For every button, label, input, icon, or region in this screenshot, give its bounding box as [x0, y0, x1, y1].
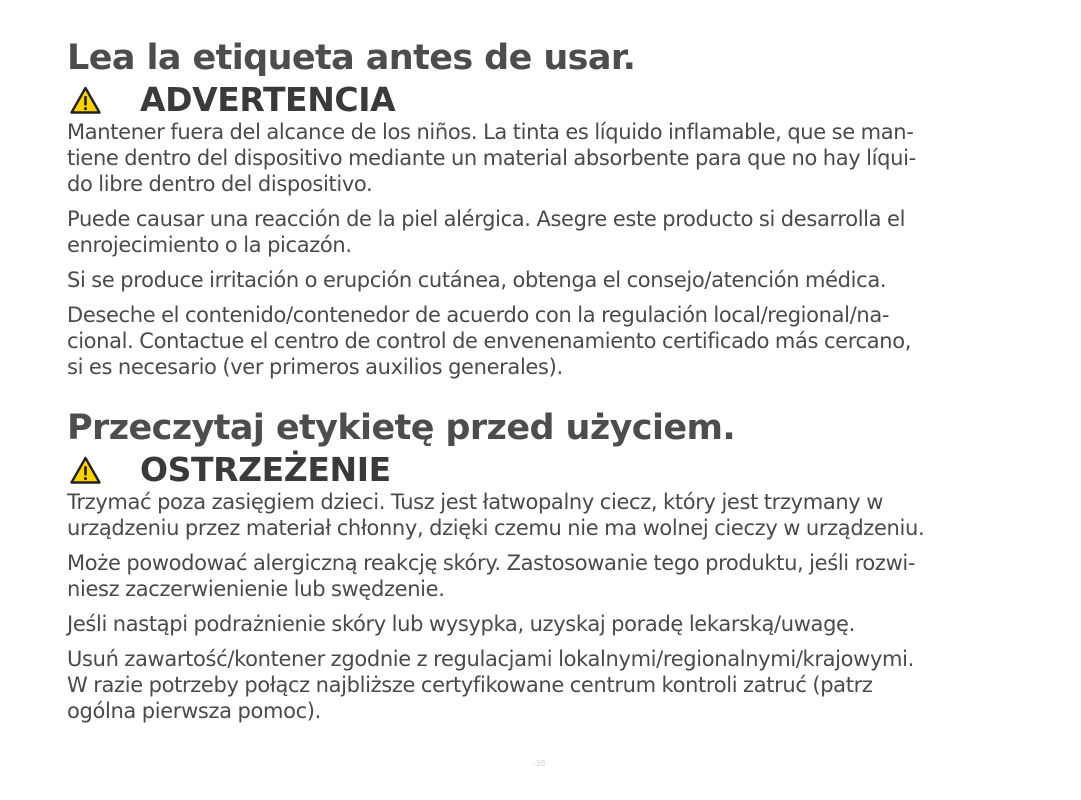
text-line: Si se produce irritación o erupción cutánea, obtenga el consejo/atención médica.	[67, 268, 887, 292]
text-line: W razie potrzeby połącz najbliższe certyfikowane centrum kontroli zatruć (patrz	[67, 673, 873, 697]
text-line: Mantener fuera del alcance de los niños. La tinta es líquido inflamable, que se man-	[67, 120, 914, 144]
text-line: enrojecimiento o la picazón.	[67, 233, 352, 257]
warning-title: ADVERTENCIA	[140, 80, 396, 119]
warning-heading-spanish	[67, 81, 1007, 119]
text-line: urządzeniu przez materiał chłonny, dzięki czemu nie ma wolnej cieczy w urządzeniu.	[67, 516, 925, 540]
text-line: Trzymać poza zasięgiem dzieci. Tusz jest łatwopalny ciecz, który jest trzymany w	[67, 490, 884, 514]
text-line: cional. Contactue el centro de control de envenenamiento certificado más cercano,	[67, 329, 912, 353]
section-title-polish: Przeczytaj etykietę przed użyciem.	[67, 408, 736, 448]
spanish-section	[67, 36, 1007, 380]
text-line: Deseche el contenido/contenedor de acuerdo con la regulación local/regional/na-	[67, 303, 890, 327]
paragraph	[67, 646, 1007, 724]
warning-triangle-icon	[69, 85, 102, 115]
text-line: tiene dentro del dispositivo mediante un material absorbente para que no hay líqui-	[67, 146, 916, 170]
text-line: Puede causar una reacción de la piel alérgica. Asegre este producto si desarrolla el	[67, 207, 906, 231]
paragraph	[67, 267, 1007, 293]
paragraph	[67, 489, 1007, 541]
warning-heading-polish	[67, 451, 1007, 489]
paragraph	[67, 611, 1007, 637]
paragraph	[67, 302, 1007, 380]
paragraph	[67, 119, 1007, 197]
section-title-spanish: Lea la etiqueta antes de usar.	[67, 38, 636, 78]
text-line: Jeśli nastąpi podrażnienie skóry lub wysypka, uzyskaj poradę lekarską/uwagę.	[67, 612, 855, 636]
text-line: si es necesario (ver primeros auxilios generales).	[67, 355, 563, 379]
text-line: do libre dentro del dispositivo.	[67, 172, 373, 196]
paragraph	[67, 550, 1007, 602]
paragraph	[67, 206, 1007, 258]
page-number: -38-	[532, 759, 549, 768]
warning-triangle-icon	[69, 455, 102, 485]
polish-section	[67, 406, 1007, 724]
text-line: Może powodować alergiczną reakcję skóry. Zastosowanie tego produktu, jeśli rozwi-	[67, 551, 916, 575]
document-page	[67, 36, 1007, 724]
text-line: niesz zaczerwienienie lub swędzenie.	[67, 577, 445, 601]
warning-title: OSTRZEŻENIE	[140, 450, 391, 489]
text-line: Usuń zawartość/kontener zgodnie z regulacjami lokalnymi/regionalnymi/krajowymi.	[67, 647, 914, 671]
text-line: ogólna pierwsza pomoc).	[67, 699, 321, 723]
